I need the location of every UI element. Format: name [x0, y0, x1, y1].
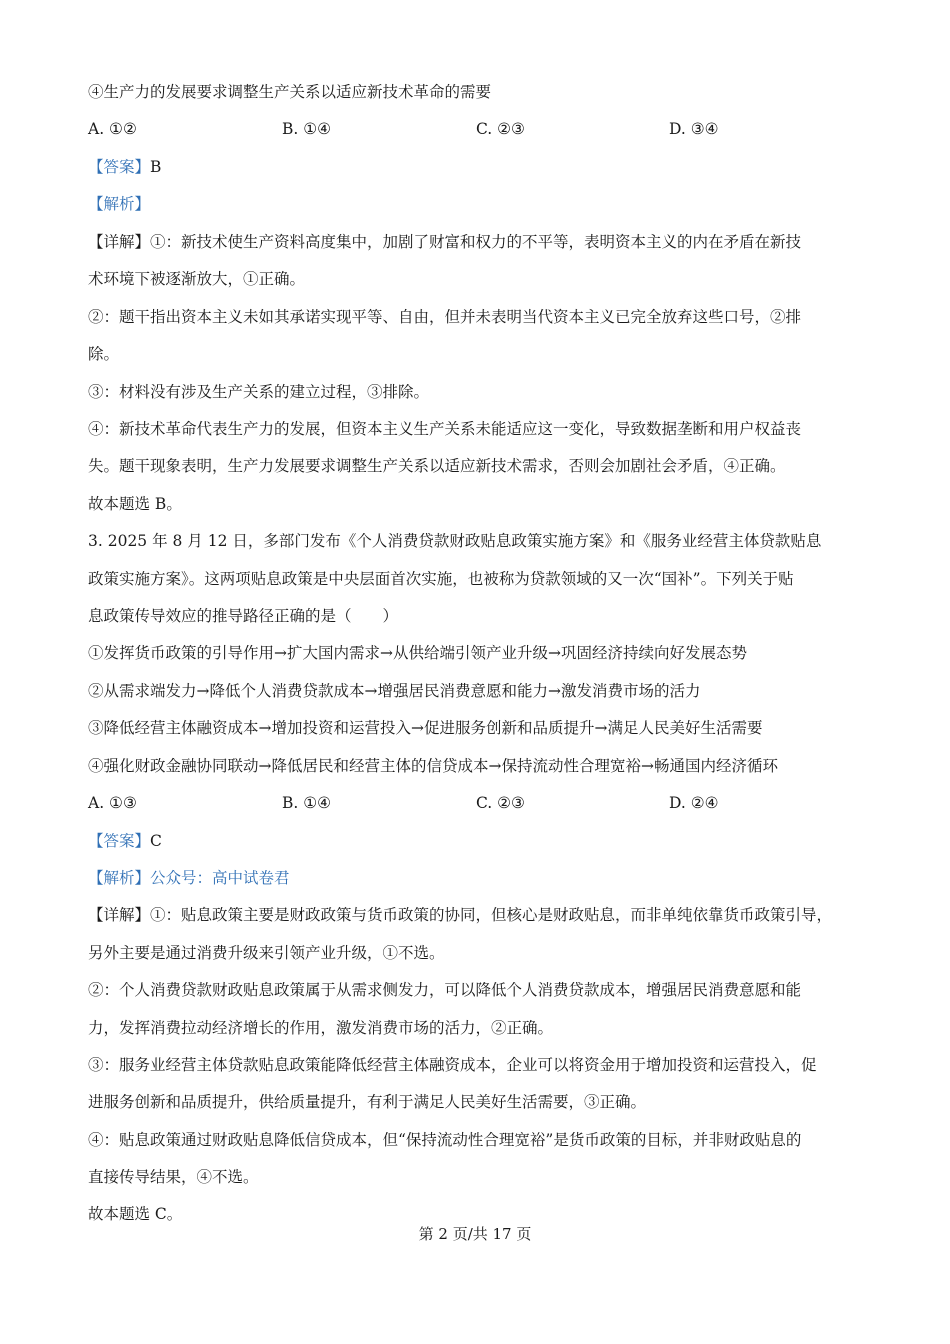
q3-choice-a: A. ①③	[88, 794, 137, 812]
q3-stem-line: 政策实施方案》。这两项贴息政策是中央层面首次实施，也被称为贷款领域的又一次“国补”。下列关于贴	[88, 570, 794, 588]
analysis-tag: 【解析】	[88, 869, 151, 887]
q3-analysis-heading	[88, 867, 290, 889]
q2-option-4: ④生产力的发展要求调整生产关系以适应新技术革命的需要	[88, 83, 492, 101]
q2-choice-a: A. ①②	[88, 120, 137, 138]
answer-tag: 【答案】	[88, 158, 151, 176]
q2-choice-d: D. ③④	[669, 120, 719, 138]
q3-choices	[88, 792, 868, 814]
q3-stem-line: 3. 2025 年 8 月 12 日，多部门发布《个人消费贷款财政贴息政策实施方案》和《服务业经营主体贷款贴息	[88, 532, 822, 550]
q2-choice-c: C. ②③	[476, 120, 525, 138]
q2-detail-line: ④：新技术革命代表生产力的发展，但资本主义生产关系未能适应这一变化，导致数据垄断和用户权益丧	[88, 420, 802, 438]
q3-detail-line: 【详解】①：贴息政策主要是财政政策与货币政策的协同，但核心是财政贴息，而非单纯依靠货币政策引导，	[88, 906, 833, 924]
page-footer: 第 2 页/共 17 页	[418, 1225, 532, 1243]
q3-stem-line: 息政策传导效应的推导路径正确的是（ ）	[88, 607, 399, 625]
q2-detail-line: 失。题干现象表明，生产力发展要求调整生产关系以适应新技术需求，否则会加剧社会矛盾，④正确。	[88, 457, 786, 475]
q2-answer	[88, 156, 161, 178]
answer-tag: 【答案】	[88, 832, 151, 850]
q2-conclusion: 故本题选 B。	[88, 495, 182, 513]
q2-detail-line: 除。	[88, 345, 120, 363]
q3-detail-line: 力，发挥消费拉动经济增长的作用，激发消费市场的活力，②正确。	[88, 1019, 554, 1037]
q2-choice-b: B. ①④	[282, 120, 332, 138]
answer-value: C	[150, 832, 162, 850]
q2-detail-line: 术环境下被逐渐放大，①正确。	[88, 270, 306, 288]
q3-option-1: ①发挥货币政策的引导作用→扩大国内需求→从供给端引领产业升级→巩固经济持续向好发展态势	[88, 644, 747, 662]
q2-choices	[88, 118, 868, 140]
q2-analysis-heading	[88, 193, 150, 215]
q3-detail-line: 进服务创新和品质提升，供给质量提升，有利于满足人民美好生活需要，③正确。	[88, 1093, 647, 1111]
q2-detail-line: 【详解】①：新技术使生产资料高度集中，加剧了财富和权力的不平等，表明资本主义的内在矛盾在新技	[88, 233, 802, 251]
analysis-tag: 【解析】	[88, 195, 151, 213]
q3-answer	[88, 830, 162, 852]
answer-value: B	[150, 158, 162, 176]
q3-choice-b: B. ①④	[282, 794, 332, 812]
q3-choice-c: C. ②③	[476, 794, 525, 812]
q3-detail-line: ②：个人消费贷款财政贴息政策属于从需求侧发力，可以降低个人消费贷款成本，增强居民消费意愿和能	[88, 981, 802, 999]
q3-conclusion: 故本题选 C。	[88, 1205, 183, 1223]
q2-detail-line: ③：材料没有涉及生产关系的建立过程，③排除。	[88, 383, 430, 401]
q3-detail-line: 直接传导结果，④不选。	[88, 1168, 259, 1186]
analysis-note: 公众号：高中试卷君	[150, 869, 290, 887]
q3-detail-line: ③：服务业经营主体贷款贴息政策能降低经营主体融资成本，企业可以将资金用于增加投资和运营投入，促	[88, 1056, 817, 1074]
q3-detail-line: 另外主要是通过消费升级来引领产业升级，①不选。	[88, 944, 445, 962]
q3-option-2: ②从需求端发力→降低个人消费贷款成本→增强居民消费意愿和能力→激发消费市场的活力	[88, 682, 701, 700]
q3-option-4: ④强化财政金融协同联动→降低居民和经营主体的信贷成本→保持流动性合理宽裕→畅通国内经济循环	[88, 757, 778, 775]
q2-detail-line: ②：题干指出资本主义未如其承诺实现平等、自由，但并未表明当代资本主义已完全放弃这些口号，②排	[88, 308, 802, 326]
q3-detail-line: ④：贴息政策通过财政贴息降低信贷成本，但“保持流动性合理宽裕”是货币政策的目标，并非财政贴息的	[88, 1131, 802, 1149]
q3-choice-d: D. ②④	[669, 794, 719, 812]
q3-option-3: ③降低经营主体融资成本→增加投资和运营投入→促进服务创新和品质提升→满足人民美好生活需要	[88, 719, 763, 737]
